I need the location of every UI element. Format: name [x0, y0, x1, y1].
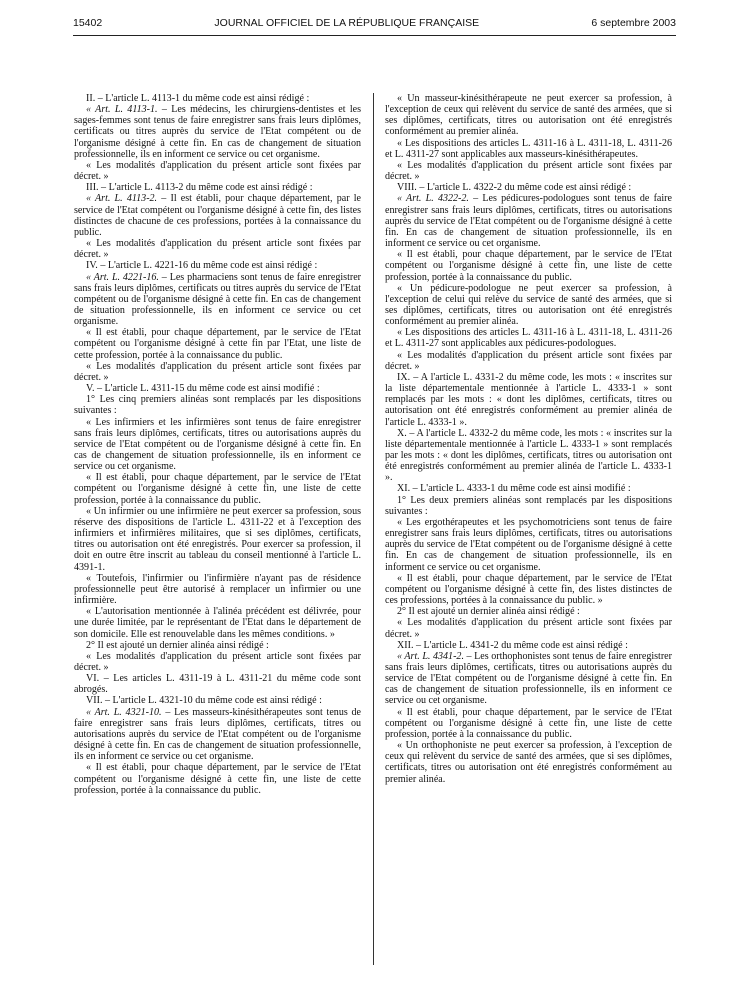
- paragraph-text: « Il est établi, pour chaque département, par le service de l'Etat compétent ou l'organisme désigné à cette fin, une liste de cette profession, portée à la connaissance du public.: [74, 472, 361, 506]
- paragraph: [385, 193, 672, 249]
- paragraph: [385, 372, 672, 428]
- paragraph-text: – Les orthophonistes sont tenus de faire enregistrer sans frais leurs diplômes, certificats, titres ou autorisations auprès du service de l'Etat compétent ou de l'organisme désigné à cette fin. En cas de changement de situation professionnelle, ils en informent ce service ou cet organisme.: [385, 650, 672, 707]
- paragraph-text: – Les pharmaciens sont tenus de faire enregistrer sans frais leurs diplômes, certificats ou titres auprès du service de l'Etat compétent ou de l'organisme désigné à cette fin. En cas de changement de situation professionnelle, ils en informent ce service ou cet organisme.: [74, 271, 362, 328]
- paragraph: [74, 673, 361, 695]
- paragraph: [74, 762, 361, 795]
- paragraph: [74, 327, 361, 360]
- paragraph: [74, 472, 361, 505]
- paragraph: [385, 182, 672, 193]
- paragraph: [385, 283, 672, 328]
- paragraph-text: IX. – A l'article L. 4331-2 du même code, les mots : « inscrites sur la liste départementale mentionnée à l'article L. 4333-1 » sont remplacés par les mots : « dont les diplômes, certificats, titres ou autorisation ont été enregistrés conformément au premier alinéa de l'article L. 4333-1 ».: [385, 371, 672, 428]
- paragraph: [385, 249, 672, 282]
- paragraph-text: « Il est établi, pour chaque département, par le service de l'Etat compétent ou l'organisme désigné à cette fin, une liste de cette profession, portée à la connaissance du public.: [385, 706, 672, 740]
- paragraph: [74, 707, 361, 763]
- paragraph: [385, 327, 672, 349]
- paragraph: [74, 573, 361, 606]
- paragraph-text: « Les modalités d'application du présent article sont fixées par décret. »: [74, 650, 361, 673]
- paragraph: [74, 361, 361, 383]
- paragraph-text: « Il est établi, pour chaque département, par le service de l'Etat compétent ou l'organisme désigné à cette fin, des listes distinctes de ces professions, portées à la connaissance du public. »: [385, 572, 672, 607]
- paragraph-text: « Les modalités d'application du présent article sont fixées par décret. »: [385, 349, 672, 372]
- paragraph-text: VIII. – L'article L. 4322-2 du même code est ainsi rédigé :: [397, 182, 632, 194]
- paragraph-text: – Les médecins, les chirurgiens-dentistes et les sages-femmes sont tenus de faire enregistrer sans frais leurs diplômes, certificats ou titres auprès du service de l'Etat compétent ou de l'organisme désigné à cette fin. En cas de changement de situation professionnelle, ils en informent ce service ou cet organisme.: [74, 104, 361, 160]
- paragraph: [385, 573, 672, 606]
- paragraph: [74, 160, 361, 182]
- paragraph: [74, 193, 361, 238]
- paragraph: [74, 695, 361, 706]
- paragraph-text: « Toutefois, l'infirmier ou l'infirmière n'ayant pas de résidence professionnelle peut être autorisé à remplacer un infirmier ou une infirmière.: [74, 572, 361, 607]
- paragraph: [74, 104, 361, 160]
- paragraph-text: XII. – L'article L. 4341-2 du même code est ainsi rédigé :: [397, 639, 628, 651]
- paragraph-text: « Les dispositions des articles L. 4311-16 à L. 4311-18, L. 4311-26 et L. 4311-27 sont applicables aux pédicures-podologues.: [385, 327, 672, 350]
- paragraph: [74, 417, 361, 473]
- paragraph: [385, 483, 672, 494]
- paragraph: [385, 138, 672, 160]
- article-reference: « Art. L. 4221-16.: [86, 271, 159, 283]
- paragraph-text: – Il est établi, pour chaque département, par le service de l'Etat compétent ou l'organisme désigné à cette fin, des listes distinctes de chacune de ces professions, portées à la connaissance du public.: [74, 193, 361, 238]
- paragraph-text: « Il est établi, pour chaque département, par le service de l'Etat compétent ou l'organisme désigné à cette fin par l'Etat, une liste de cette profession, portée à la connaissance du public.: [74, 327, 361, 361]
- paragraph: [385, 517, 672, 573]
- paragraph-text: 1° Les cinq premiers alinéas sont remplacés par les dispositions suivantes :: [74, 394, 361, 417]
- header-rule: [73, 35, 676, 36]
- journal-title: JOURNAL OFFICIEL DE LA RÉPUBLIQUE FRANÇAISE: [214, 17, 480, 29]
- page-number: 15402: [73, 17, 103, 29]
- paragraph-text: « Les ergothérapeutes et les psychomotriciens sont tenus de faire enregistrer sans frais leurs diplômes, certificats, titres ou autorisations auprès du service de l'Etat compétent ou de l'organisme désigné à cette fin. En cas de changement de situation professionnelle, ils en informent ce service ou cet organisme.: [385, 516, 672, 573]
- right-column: [385, 93, 672, 785]
- paragraph-text: X. – A l'article L. 4332-2 du même code, les mots : « inscrites sur la liste départementale mentionnée à l'article L. 4333-1 » sont remplacés par les mots : « dont les diplômes, certificats, titres ou autorisation ont été enregistrés conformément au premier alinéa de l'article L. 4333-1 ».: [385, 427, 672, 484]
- paragraph: [74, 93, 361, 104]
- paragraph: [385, 651, 672, 707]
- article-reference: « Art. L. 4322-2.: [397, 193, 469, 205]
- paragraph: [74, 651, 361, 673]
- paragraph: [74, 606, 361, 639]
- paragraph-text: XI. – L'article L. 4333-1 du même code est ainsi modifié :: [397, 483, 631, 495]
- paragraph: [385, 428, 672, 484]
- paragraph-text: VI. – Les articles L. 4311-19 à L. 4311-21 du même code sont abrogés.: [74, 673, 361, 696]
- paragraph-text: « Un orthophoniste ne peut exercer sa profession, à l'exception de ceux qui relèvent du service de santé des armées, que si ses diplômes, certificats, titres ou autorisation ont été enregistrés conformément au premier alinéa.: [385, 740, 672, 785]
- article-reference: « Art. L. 4113-1.: [86, 104, 158, 116]
- paragraph-text: 2° Il est ajouté un dernier alinéa ainsi rédigé :: [397, 606, 580, 618]
- article-reference: « Art. L. 4321-10.: [86, 706, 162, 718]
- paragraph-text: V. – L'article L. 4311-15 du même code est ainsi modifié :: [86, 383, 320, 395]
- paragraph: [74, 182, 361, 193]
- paragraph-text: « Les modalités d'application du présent article sont fixées par décret. »: [385, 617, 672, 640]
- paragraph-text: « Les modalités d'application du présent article sont fixées par décret. »: [74, 238, 361, 261]
- paragraph-text: « Un masseur-kinésithérapeute ne peut exercer sa profession, à l'exception de ceux qui relèvent du service de santé des armées, que si ses diplômes, certificats, titres ou autorisation ont été enregistrés conformément au premier alinéa.: [385, 93, 672, 138]
- paragraph-text: « Un pédicure-podologue ne peut exercer sa profession, à l'exception de celui qui relève du service de santé des armées, que si ses diplômes, certificats, titres ou autorisation ont été enregistrés conformément au premier alinéa.: [385, 282, 672, 328]
- paragraph: [385, 606, 672, 617]
- paragraph: [74, 238, 361, 260]
- paragraph-text: II. – L'article L. 4113-1 du même code est ainsi rédigé :: [86, 93, 310, 104]
- paragraph-text: « Il est établi, pour chaque département, par le service de l'Etat compétent ou l'organisme désigné à cette fin, une liste de cette profession, portée à la connaissance du public.: [385, 249, 672, 283]
- paragraph: [385, 640, 672, 651]
- left-column: [74, 93, 361, 796]
- paragraph: [74, 394, 361, 416]
- paragraph: [385, 160, 672, 182]
- paragraph-text: – Les masseurs-kinésithérapeutes sont tenus de faire enregistrer sans frais leurs diplômes, certificats, titres ou autorisations auprès du service de l'Etat compétent ou de l'organisme désigné à cette fin. En cas de changement de situation professionnelle, ils en informent ce service ou cet organisme.: [74, 706, 361, 763]
- page-header: [73, 16, 676, 30]
- paragraph: [385, 707, 672, 740]
- paragraph: [385, 740, 672, 785]
- paragraph: [74, 640, 361, 651]
- paragraph: [385, 93, 672, 138]
- paragraph-text: « Les infirmiers et les infirmières sont tenus de faire enregistrer sans frais leurs diplômes, certificats, titres ou autorisations auprès du service de l'Etat compétent ou de l'organisme désigné à cette fin. En cas de changement de situation professionnelle, ils en informent ce service ou cet organisme.: [74, 416, 361, 473]
- paragraph-text: « Un infirmier ou une infirmière ne peut exercer sa profession, sous réserve des dispositions de l'article L. 4311-22 et à l'exception des infirmiers et infirmières militaires, que si ses diplômes, certificats, titres ou autorisation ont été enregistrés. Pour exercer sa profession, il doit en outre être inscrit au tableau du conseil mentionné à l'article L. 4391-1.: [74, 505, 361, 573]
- paragraph: [74, 272, 361, 328]
- paragraph: [385, 617, 672, 639]
- paragraph: [74, 506, 361, 573]
- article-reference: « Art. L. 4113-2.: [86, 193, 158, 205]
- article-reference: « Art. L. 4341-2.: [397, 650, 464, 662]
- paragraph-text: 2° Il est ajouté un dernier alinéa ainsi rédigé :: [86, 639, 269, 651]
- paragraph-text: « Les modalités d'application du présent article sont fixées par décret. »: [74, 159, 361, 183]
- paragraph: [385, 495, 672, 517]
- paragraph-text: « Les modalités d'application du présent article sont fixées par décret. »: [385, 159, 672, 183]
- publication-date: 6 septembre 2003: [591, 17, 676, 29]
- paragraph-text: « L'autorisation mentionnée à l'alinéa précédent est délivrée, pour une durée limitée, par le représentant de l'Etat dans le département de son domicile. Elle est renouvelable dans les mêmes conditions. »: [74, 606, 361, 640]
- paragraph: [74, 383, 361, 394]
- paragraph-text: VII. – L'article L. 4321-10 du même code est ainsi rédigé :: [86, 695, 322, 707]
- paragraph-text: « Les modalités d'application du présent article sont fixées par décret. »: [74, 360, 361, 383]
- paragraph-text: « Il est établi, pour chaque département, par le service de l'Etat compétent ou l'organisme désigné à cette fin, une liste de cette profession, portée à la connaissance du public.: [74, 762, 361, 796]
- paragraph-text: IV. – L'article L. 4221-16 du même code est ainsi rédigé :: [86, 260, 318, 272]
- column-divider: [373, 93, 374, 965]
- paragraph-text: « Les dispositions des articles L. 4311-16 à L. 4311-18, L. 4311-26 et L. 4311-27 sont applicables aux masseurs-kinésithérapeutes.: [385, 137, 672, 160]
- paragraph-text: III. – L'article L. 4113-2 du même code est ainsi rédigé :: [86, 182, 313, 194]
- paragraph: [385, 350, 672, 372]
- paragraph-text: – Les pédicures-podologues sont tenus de faire enregistrer sans frais leurs diplômes, certificats, titres ou autorisations auprès du service de l'Etat compétent ou de l'organisme désigné à cette fin. En cas de changement de situation professionnelle, ils en informent ce service ou cet organisme.: [385, 193, 672, 250]
- paragraph-text: 1° Les deux premiers alinéas sont remplacés par les dispositions suivantes :: [385, 494, 672, 517]
- paragraph: [74, 260, 361, 271]
